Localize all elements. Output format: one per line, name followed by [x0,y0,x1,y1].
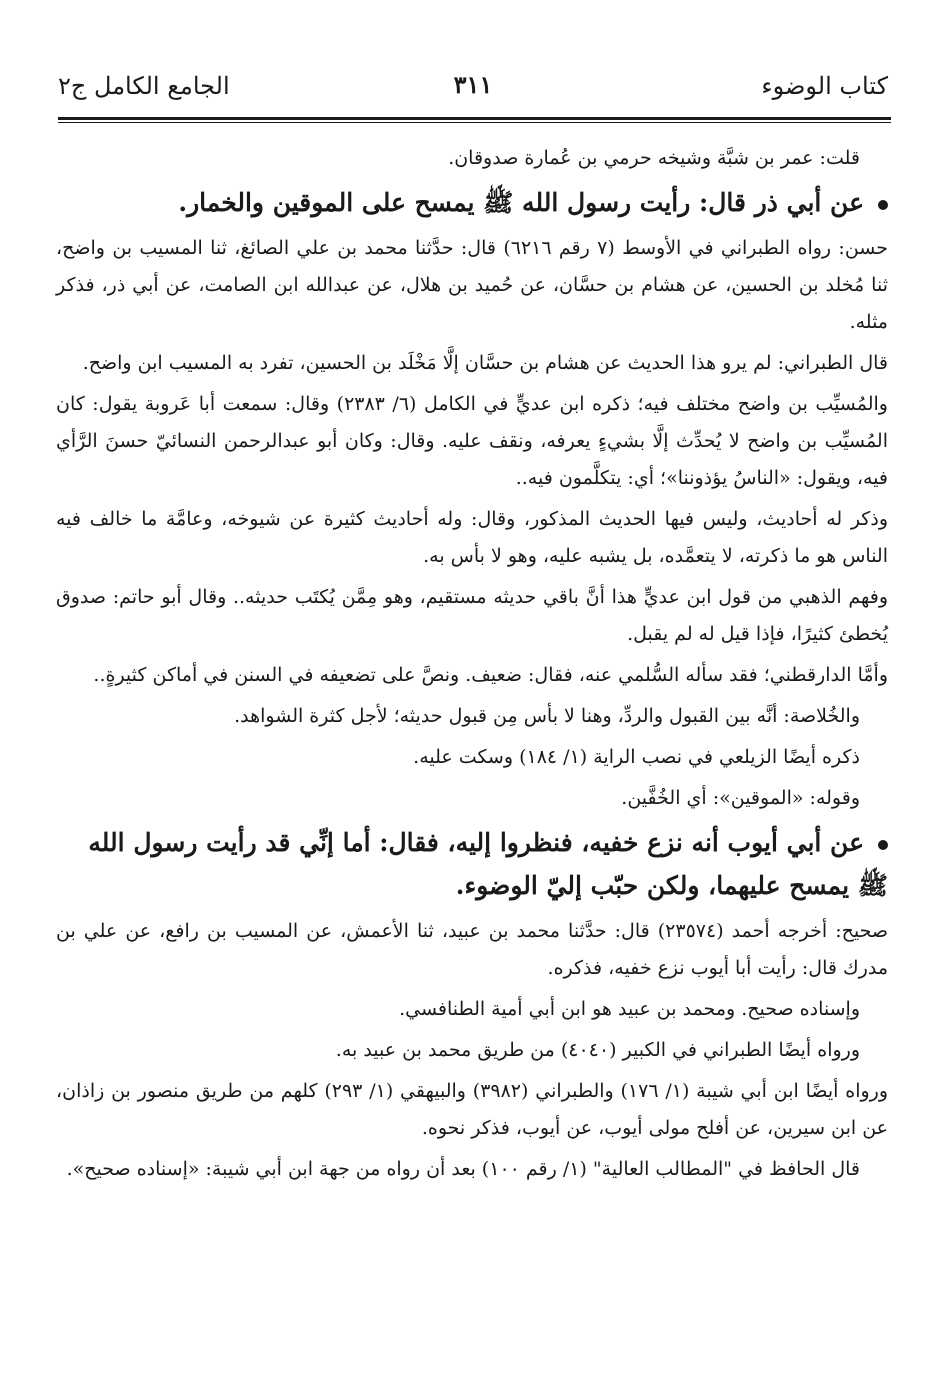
page-number: ٣١١ [453,70,493,99]
takhrij-paragraph: صحيح: أخرجه أحمد (٢٣٥٧٤) قال: حدَّثنا محمد بن عبيد، ثنا الأعمش، عن المسيب بن رافع، عن علي بن مدرك قال: رأيت أبا أيوب نزع خفيه، فذكره. [56,920,888,979]
header-rule-thick [58,117,891,120]
header-rule-thin [58,122,891,123]
commentary-paragraph: ورواه أيضًا الطبراني في الكبير (٤٠٤٠) من طريق محمد بن عبيد به. [335,1039,860,1061]
hadith-text [56,821,888,907]
bullet-icon [878,840,888,850]
commentary-paragraph: والخُلاصة: أنَّه بين القبول والردِّ، وهنا لا بأس مِن قبول حديثه؛ لأجل كثرة الشواهد. [234,705,860,727]
hadith-text-content: عن أبي أيوب أنه نزع خفيه، فنظروا إليه، فقال: أما إنِّي قد رأيت رسول الله ﷺ يمسح عليهما، ولكن حبّب إليّ الوضوء. [88,828,888,900]
commentary-paragraph: وذكر له أحاديث، وليس فيها الحديث المذكور، وقال: وله أحاديث كثيرة عن شيوخه، وعامَّة ما خالف فيه الناس هو ما ذكرته، لا يتعمَّده، بل يشبه عليه، وهو لا بأس به. [56,508,888,567]
book-volume-title: الجامع الكامل ج٢ [58,72,230,100]
hadith-text-content: عن أبي ذر قال: رأيت رسول الله ﷺ يمسح على الموقين والخمار. [178,188,864,217]
takhrij-paragraph: حسن: رواه الطبراني في الأوسط (٧ رقم ٦٢١٦) قال: حدَّثنا محمد بن علي الصائغ، ثنا المسيب بن واضح، ثنا مُخلد بن الحسين، عن هشام بن حسَّان، عن حُميد بن هلال، عن عبدالله ابن الصامت، عن أبي ذر، فذكر مثله. [56,237,888,333]
hadith-text [56,181,888,224]
page-body [56,140,888,1192]
commentary-paragraph: وأمَّا الدارقطني؛ فقد سأله السُّلمي عنه، فقال: ضعيف. ونصَّ على تضعيفه في السنن في أماكن كثيرةٍ.. [93,664,888,686]
chapter-title: كتاب الوضوء [761,72,888,100]
note-paragraph: قلت: عمر بن شبَّة وشيخه حرمي بن عُمارة صدوقان. [448,147,860,169]
commentary-paragraph: وإسناده صحيح. ومحمد بن عبيد هو ابن أبي أمية الطنافسي. [399,998,860,1020]
commentary-paragraph: وقوله: «الموقين»: أي الخُفَّين. [621,787,860,809]
commentary-paragraph: قال الطبراني: لم يرو هذا الحديث عن هشام بن حسَّان إلَّا مَخْلَد بن الحسين، تفرد به المسيب ابن واضح. [82,352,888,374]
page-header [58,66,888,106]
commentary-paragraph: وفهم الذهبي من قول ابن عديٍّ هذا أنَّ باقي حديثه مستقيم، وهو مِمَّن يُكتَب حديثه.. وقال أبو حاتم: صدوق يُخطئ كثيرًا، فإذا قيل له لم يقبل. [56,586,888,645]
bullet-icon [878,200,888,210]
commentary-paragraph: قال الحافظ في "المطالب العالية" (١/ رقم ١٠٠) بعد أن رواه من جهة ابن أبي شيبة: «إسناده صحيح». [66,1158,860,1180]
commentary-paragraph: والمُسيِّب بن واضح مختلف فيه؛ ذكره ابن عديٍّ في الكامل (٦/ ٢٣٨٣) وقال: سمعت أبا عَروبة يقول: كان المُسيِّب بن واضح لا يُحدِّث إلَّا بشيءٍ يعرفه، ونقف عليه. وقال: وكان أبو عبدالرحمن النسائيّ حسنَ الرَّأي فيه، ويقول: «الناسُ يؤذوننا»؛ أي: يتكلَّمون فيه.. [56,393,888,489]
commentary-paragraph: ورواه أيضًا ابن أبي شيبة (١/ ١٧٦) والطبراني (٣٩٨٢) والبيهقي (١/ ٢٩٣) كلهم من طريق منصور بن زاذان، عن ابن سيرين، عن أفلح مولى أيوب، عن أيوب، فذكر نحوه. [56,1080,888,1139]
commentary-paragraph: ذكره أيضًا الزيلعي في نصب الراية (١/ ١٨٤) وسكت عليه. [413,746,860,768]
